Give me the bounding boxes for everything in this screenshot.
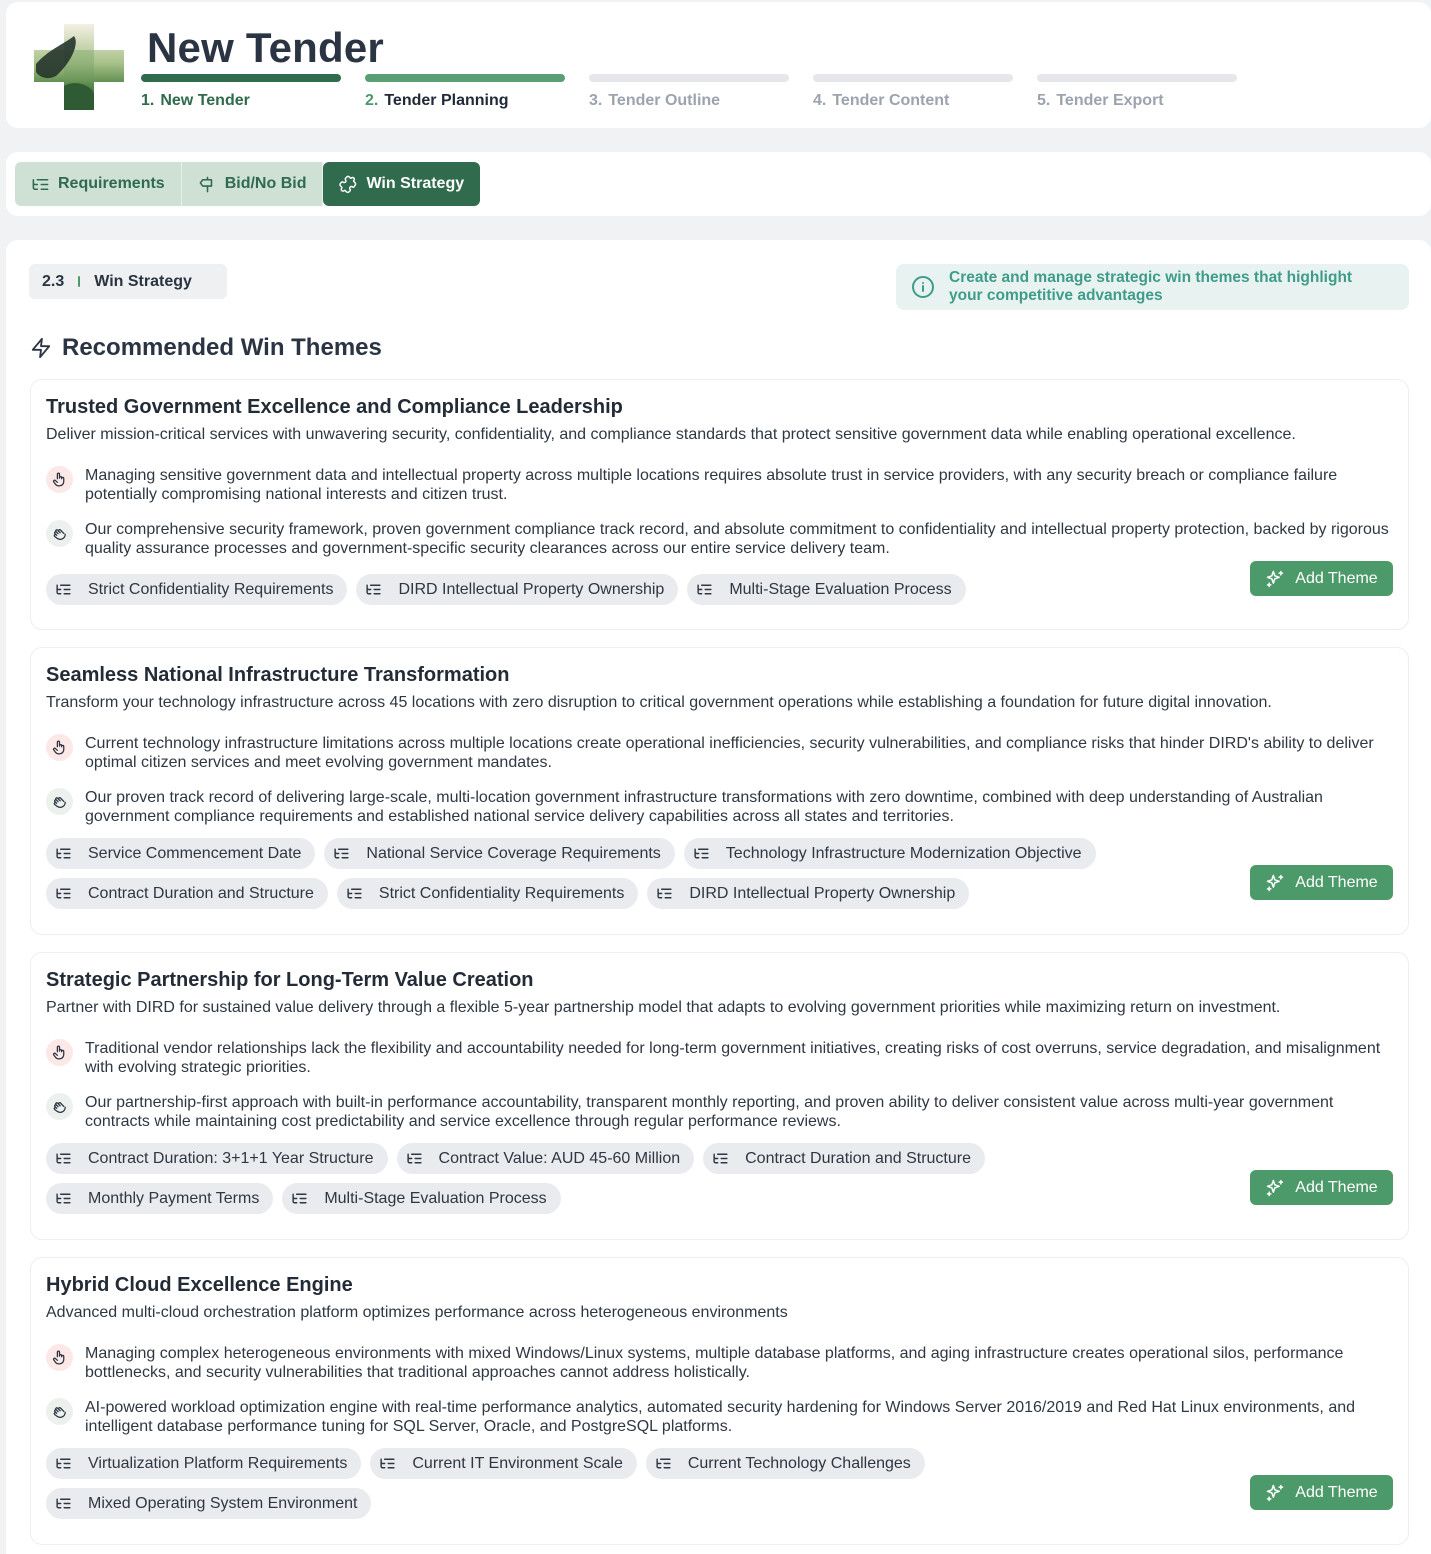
step-label: Tender Outline — [608, 92, 721, 109]
list-tree-icon — [55, 845, 72, 862]
step-number: 1. — [141, 92, 155, 109]
sparkles-icon — [1265, 873, 1285, 893]
button-label: Add Theme — [1295, 1483, 1378, 1501]
tab-list — [15, 162, 480, 206]
tab-requirements[interactable] — [15, 162, 182, 206]
tab-win-strategy[interactable] — [323, 162, 480, 206]
sparkles-icon — [1265, 569, 1285, 589]
hand-pointer-icon — [46, 1039, 73, 1066]
list-tree-icon — [55, 885, 72, 902]
lightning-icon — [30, 337, 52, 359]
heading-text: Recommended Win Themes — [62, 334, 382, 361]
list-tree-icon — [55, 1150, 72, 1167]
tag-label: DIRD Intellectual Property Ownership — [398, 580, 665, 598]
button-label: Add Theme — [1295, 569, 1378, 587]
requirement-tag[interactable] — [46, 838, 315, 869]
list-tree-icon — [365, 581, 382, 598]
pain-text: Current technology infrastructure limitations across multiple locations create operational inefficiencies, security vulnerabilities, and compliance risks that hinder DIRD's ability to deliver optimal citizen services and meet evolving government mandates. — [85, 735, 1374, 771]
solution-text: AI-powered workload optimization engine with real-time performance analytics, automated security hardening for Windows Server 2016/2019 and Red Hat Linux environments, and intelligent database performance tuning for SQL Server, Oracle, and PostgreSQL platforms. — [85, 1399, 1356, 1435]
theme-card — [30, 1257, 1409, 1545]
step-number: 4. — [813, 92, 827, 109]
step-label: Tender Content — [832, 92, 950, 109]
theme-title: Seamless National Infrastructure Transformation — [46, 664, 510, 686]
theme-card — [30, 379, 1409, 630]
tag-label: Monthly Payment Terms — [88, 1189, 260, 1207]
tag-label: Contract Duration: 3+1+1 Year Structure — [88, 1149, 374, 1167]
requirement-tag[interactable] — [356, 574, 678, 605]
requirement-tag[interactable] — [397, 1143, 695, 1174]
sparkles-icon — [1265, 1178, 1285, 1198]
info-text: Create and manage strategic win themes that highlight your competitive advantages — [949, 269, 1353, 304]
tag-label: Service Commencement Date — [88, 844, 302, 862]
theme-card — [30, 647, 1409, 935]
theme-description: Transform your technology infrastructure across 45 locations with zero disruption to critical government operations while establishing a foundation for future digital innovation. — [46, 694, 1272, 711]
tag-label: Current Technology Challenges — [687, 1454, 911, 1472]
add-theme-button[interactable] — [1250, 865, 1393, 900]
tag-label: Virtualization Platform Requirements — [88, 1454, 348, 1472]
hand-pointer-icon — [46, 734, 73, 761]
tag-label: Contract Value: AUD 45-60 Million — [438, 1149, 681, 1167]
requirement-tag[interactable] — [646, 1448, 925, 1479]
solution-text: Our comprehensive security framework, proven government compliance track record, and absolute commitment to confidentiality and intellectual property protection, backed by rigorous quality assurance processes and government-specific security clearances across our entire service delivery team. — [85, 521, 1389, 557]
tab-bid-no-bid[interactable] — [182, 162, 324, 206]
requirement-tag[interactable] — [46, 878, 328, 909]
requirement-tags — [46, 1143, 1393, 1214]
theme-title: Strategic Partnership for Long-Term Value Creation — [46, 969, 534, 991]
header — [6, 2, 1431, 128]
add-theme-button[interactable] — [1250, 1170, 1393, 1205]
logo — [34, 24, 124, 110]
info-icon — [911, 275, 935, 299]
requirement-tag[interactable] — [46, 1143, 388, 1174]
list-tree-icon — [379, 1455, 396, 1472]
step-progress-bar — [1037, 74, 1237, 82]
list-tree-icon — [693, 845, 710, 862]
handshake-icon — [46, 788, 73, 815]
list-tree-icon — [406, 1150, 423, 1167]
tag-label: Contract Duration and Structure — [88, 884, 314, 902]
step-progress-bar — [141, 74, 341, 82]
pain-point — [46, 1039, 1393, 1077]
solution-text: Our proven track record of delivering large-scale, multi-location government infrastructure transformations with zero downtime, combined with deep understanding of Australian government compliance requirements and established national service delivery capabilities across all states and territories. — [85, 789, 1323, 825]
tab-label: Requirements — [58, 175, 165, 192]
button-label: Add Theme — [1295, 873, 1378, 891]
tab-label: Win Strategy — [366, 175, 465, 192]
step-new-tender[interactable] — [141, 74, 341, 110]
tag-label: Strict Confidentiality Requirements — [88, 580, 334, 598]
list-tree-icon — [55, 1190, 72, 1207]
requirement-tag[interactable] — [684, 838, 1096, 869]
requirement-tag[interactable] — [46, 574, 347, 605]
section-name: Win Strategy — [94, 272, 192, 290]
add-theme-button[interactable] — [1250, 561, 1393, 596]
theme-description: Deliver mission-critical services with unwavering security, confidentiality, and compliance standards that protect sensitive government data while enabling operational excellence. — [46, 426, 1296, 443]
tag-label: Current IT Environment Scale — [412, 1454, 623, 1472]
tag-label: Multi-Stage Evaluation Process — [729, 580, 952, 598]
sparkles-icon — [1265, 1483, 1285, 1503]
solution-point — [46, 520, 1393, 558]
list-tree-icon — [696, 581, 713, 598]
add-theme-button[interactable] — [1250, 1475, 1393, 1510]
pain-point — [46, 1344, 1393, 1382]
tag-label: DIRD Intellectual Property Ownership — [689, 884, 956, 902]
list-tree-icon — [346, 885, 363, 902]
list-tree-icon — [55, 1495, 72, 1512]
solution-text: Our partnership-first approach with built-in performance accountability, transparent monthly reporting, and proven ability to deliver consistent value across multi-year government contracts while maintaining cost predictability and service excellence through regular performance reviews. — [85, 1094, 1334, 1130]
step-tender-outline[interactable] — [589, 74, 789, 110]
tag-label: Technology Infrastructure Modernization Objective — [725, 844, 1082, 862]
step-number: 3. — [589, 92, 603, 109]
list-tree-icon — [333, 845, 350, 862]
step-progress-bar — [589, 74, 789, 82]
requirement-tag[interactable] — [370, 1448, 636, 1479]
requirement-tag[interactable] — [46, 1183, 273, 1214]
step-tender-planning[interactable] — [365, 74, 565, 110]
section-separator — [78, 276, 80, 287]
tag-label: Strict Confidentiality Requirements — [378, 884, 625, 902]
pain-point — [46, 466, 1393, 504]
pain-point — [46, 734, 1393, 772]
pain-text: Managing sensitive government data and intellectual property across multiple locations requires absolute trust in service providers, with any security breach or compliance failure potentially compromising national interests and citizen trust. — [85, 467, 1338, 503]
requirement-tag[interactable] — [46, 1448, 361, 1479]
list-tree-icon — [655, 1455, 672, 1472]
requirement-tag[interactable] — [324, 838, 674, 869]
list-tree-icon — [712, 1150, 729, 1167]
pain-text: Traditional vendor relationships lack the flexibility and accountability needed for long-term government initiatives, creating risks of cost overruns, service degradation, and misalignment with evolving strategic priorities. — [85, 1040, 1381, 1076]
requirement-tags — [46, 838, 1393, 909]
requirement-tag[interactable] — [703, 1143, 985, 1174]
hand-pointer-icon — [46, 1344, 73, 1371]
step-progress-bar — [365, 74, 565, 82]
requirement-tag[interactable] — [647, 878, 969, 909]
tab-strip — [6, 152, 1431, 216]
theme-description: Partner with DIRD for sustained value delivery through a flexible 5-year partnership model that adapts to evolving government priorities while maximizing return on investment. — [46, 999, 1281, 1016]
solution-point — [46, 1093, 1393, 1131]
list-tree-icon — [55, 1455, 72, 1472]
main-panel — [6, 240, 1431, 1554]
theme-description: Advanced multi-cloud orchestration platform optimizes performance across heterogeneous environments — [46, 1304, 788, 1321]
tag-label: Mixed Operating System Environment — [88, 1494, 358, 1512]
solution-point — [46, 1398, 1393, 1436]
requirement-tag[interactable] — [337, 878, 638, 909]
handshake-icon — [46, 520, 73, 547]
signpost-icon — [198, 175, 217, 194]
list-tree-icon — [31, 175, 50, 194]
tab-label: Bid/No Bid — [224, 175, 307, 192]
theme-title: Trusted Government Excellence and Compliance Leadership — [46, 396, 623, 418]
puzzle-icon — [339, 175, 358, 194]
list-tree-icon — [291, 1190, 308, 1207]
info-banner — [896, 264, 1409, 310]
theme-card — [30, 952, 1409, 1240]
handshake-icon — [46, 1093, 73, 1120]
section-indicator — [29, 264, 227, 299]
step-tender-content[interactable] — [813, 74, 1013, 110]
tag-label: Multi-Stage Evaluation Process — [324, 1189, 547, 1207]
button-label: Add Theme — [1295, 1178, 1378, 1196]
step-label: Tender Export — [1056, 92, 1164, 109]
step-tender-export[interactable] — [1037, 74, 1237, 110]
tag-label: National Service Coverage Requirements — [366, 844, 661, 862]
step-label: Tender Planning — [384, 92, 509, 109]
tag-label: Contract Duration and Structure — [745, 1149, 971, 1167]
requirement-tags — [46, 1448, 1393, 1519]
section-heading — [30, 334, 382, 362]
step-progress-bar — [813, 74, 1013, 82]
pain-text: Managing complex heterogeneous environments with mixed Windows/Linux systems, multiple database platforms, and aging infrastructure creates operational silos, performance bottlenecks, and security vulnerabilities that traditional approaches cannot address holistically. — [85, 1345, 1344, 1381]
requirement-tag[interactable] — [282, 1183, 560, 1214]
handshake-icon — [46, 1398, 73, 1425]
solution-point — [46, 788, 1393, 826]
hand-pointer-icon — [46, 466, 73, 493]
requirement-tag[interactable] — [46, 1488, 371, 1519]
section-number: 2.3 — [42, 272, 65, 290]
list-tree-icon — [656, 885, 673, 902]
step-number: 5. — [1037, 92, 1051, 109]
requirement-tags — [46, 569, 1393, 605]
step-label: New Tender — [160, 92, 250, 109]
requirement-tag[interactable] — [687, 574, 965, 605]
list-tree-icon — [55, 581, 72, 598]
theme-title: Hybrid Cloud Excellence Engine — [46, 1274, 353, 1296]
step-number: 2. — [365, 92, 379, 109]
page-title: New Tender — [147, 24, 384, 71]
